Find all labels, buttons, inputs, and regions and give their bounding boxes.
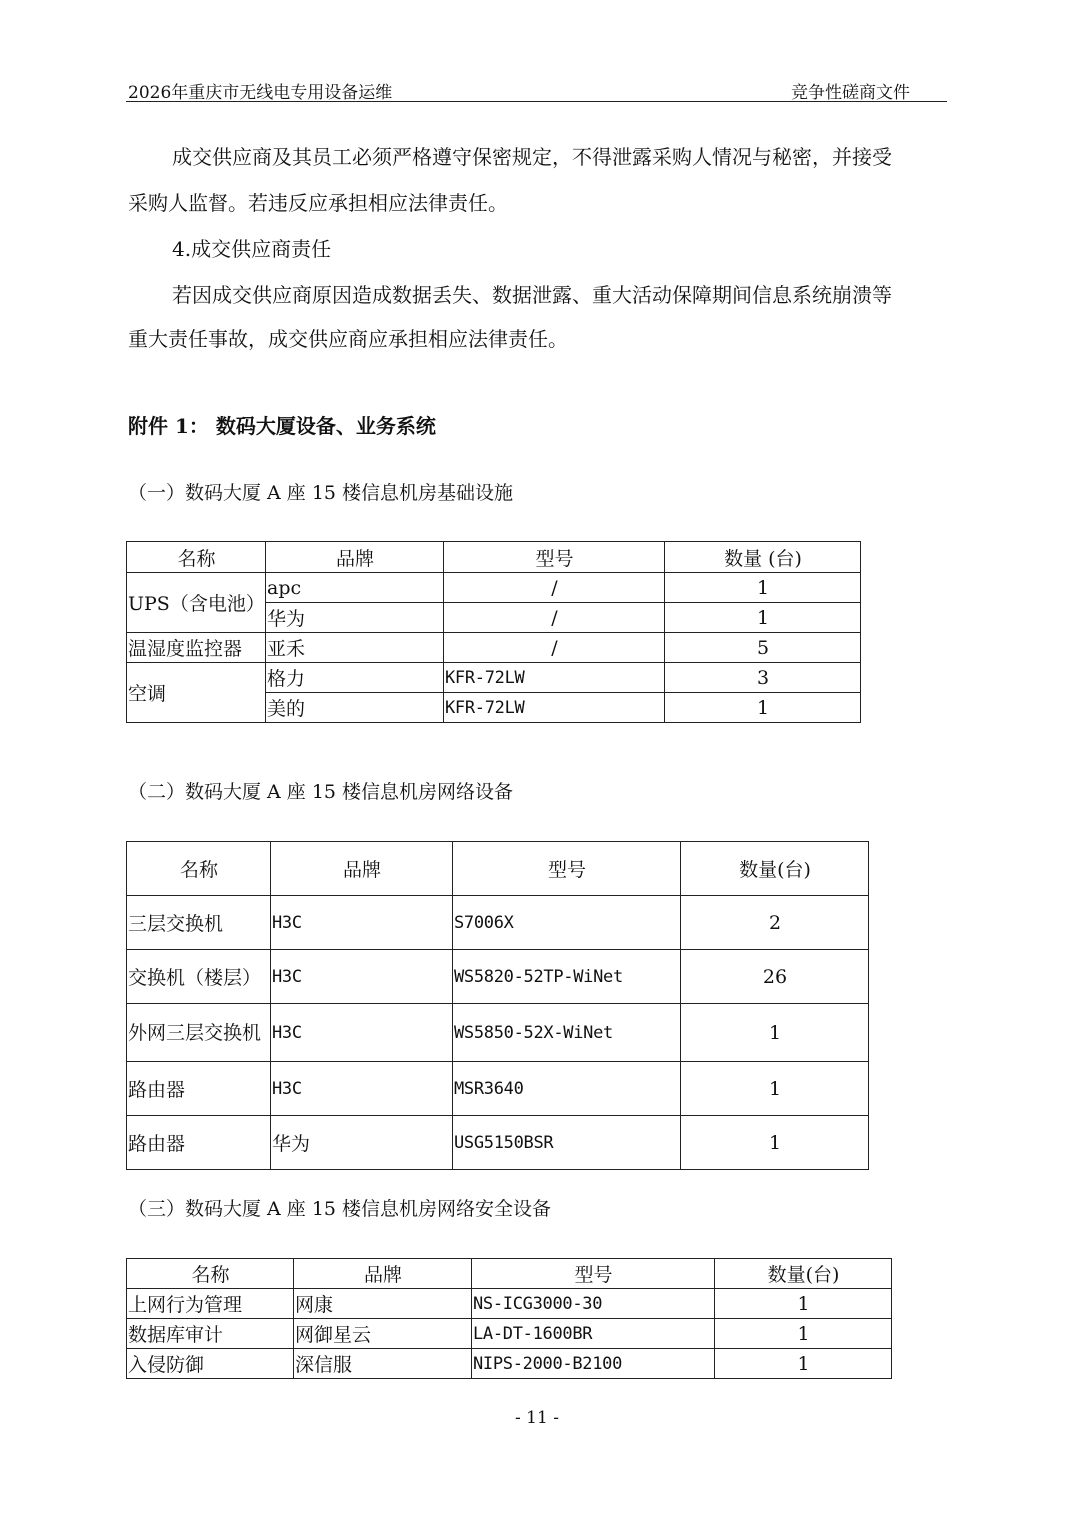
- cell-name: 温湿度监控器: [127, 633, 266, 663]
- cell-qty: 1: [665, 573, 861, 603]
- table-row: [127, 1319, 892, 1349]
- cell-brand: 美的: [266, 693, 444, 723]
- cell-model: NS-ICG3000-30: [472, 1289, 715, 1319]
- table-row: [127, 663, 861, 693]
- cell-name: 路由器: [127, 1062, 271, 1116]
- table-header-row: [127, 1259, 892, 1289]
- header-doc-type: 竞争性磋商文件: [791, 83, 910, 103]
- col-header-name: 名称: [127, 1259, 294, 1289]
- cell-qty: 3: [665, 663, 861, 693]
- cell-model: MSR3640: [453, 1062, 681, 1116]
- paragraph-confidentiality-line2: 采购人监督。若违反应承担相应法律责任。: [128, 191, 508, 215]
- cell-model: /: [444, 633, 665, 663]
- col-header-brand: 品牌: [266, 542, 444, 573]
- paragraph-confidentiality-line1: 成交供应商及其员工必须严格遵守保密规定，不得泄露采购人情况与秘密，并接受: [172, 145, 892, 169]
- cell-qty: 1: [681, 1062, 869, 1116]
- cell-brand: 华为: [271, 1116, 453, 1170]
- col-header-brand: 品牌: [294, 1259, 472, 1289]
- cell-model: NIPS-2000-B2100: [472, 1349, 715, 1379]
- paragraph-liability-line1: 若因成交供应商原因造成数据丢失、数据泄露、重大活动保障期间信息系统崩溃等: [172, 283, 892, 307]
- cell-qty: 5: [665, 633, 861, 663]
- cell-model: WS5820-52TP-WiNet: [453, 950, 681, 1004]
- network-equipment-table: [126, 841, 869, 1170]
- cell-model: LA-DT-1600BR: [472, 1319, 715, 1349]
- col-header-model: 型号: [453, 842, 681, 896]
- cell-model: /: [444, 573, 665, 603]
- cell-brand: H3C: [271, 950, 453, 1004]
- table-row: [127, 950, 869, 1004]
- cell-model: KFR-72LW: [444, 663, 665, 693]
- table-header-row: [127, 842, 869, 896]
- col-header-name: 名称: [127, 842, 271, 896]
- cell-brand: H3C: [271, 896, 453, 950]
- section1-title: （一）数码大厦 A 座 15 楼信息机房基础设施: [128, 482, 514, 504]
- cell-brand: 亚禾: [266, 633, 444, 663]
- section2-title: （二）数码大厦 A 座 15 楼信息机房网络设备: [128, 781, 514, 803]
- cell-qty: 26: [681, 950, 869, 1004]
- cell-brand: H3C: [271, 1062, 453, 1116]
- table-row: [127, 896, 869, 950]
- cell-model: USG5150BSR: [453, 1116, 681, 1170]
- cell-brand: 网御星云: [294, 1319, 472, 1349]
- cell-qty: 1: [681, 1004, 869, 1062]
- page-number: - 11 -: [515, 1408, 559, 1428]
- col-header-model: 型号: [444, 542, 665, 573]
- cell-brand: 格力: [266, 663, 444, 693]
- col-header-qty: 数量(台): [715, 1259, 892, 1289]
- table-row: [127, 1116, 869, 1170]
- cell-qty: 1: [665, 693, 861, 723]
- cell-model: S7006X: [453, 896, 681, 950]
- security-equipment-table: [126, 1258, 892, 1379]
- cell-model: WS5850-52X-WiNet: [453, 1004, 681, 1062]
- header-rule: [126, 101, 947, 102]
- cell-name: 入侵防御: [127, 1349, 294, 1379]
- cell-name: 三层交换机: [127, 896, 271, 950]
- cell-model: KFR-72LW: [444, 693, 665, 723]
- cell-name: 上网行为管理: [127, 1289, 294, 1319]
- col-header-qty: 数量 (台): [665, 542, 861, 573]
- cell-name: UPS（含电池）: [127, 573, 266, 633]
- cell-name: 路由器: [127, 1116, 271, 1170]
- cell-qty: 1: [715, 1289, 892, 1319]
- table-row: [127, 1004, 869, 1062]
- appendix-title: 附件 1： 数码大厦设备、业务系统: [128, 414, 436, 438]
- table-row: [127, 1349, 892, 1379]
- cell-brand: 深信服: [294, 1349, 472, 1379]
- table-row: [127, 633, 861, 663]
- cell-qty: 1: [681, 1116, 869, 1170]
- cell-brand: H3C: [271, 1004, 453, 1062]
- header-title: 2026年重庆市无线电专用设备运维: [128, 83, 393, 103]
- table-row: [127, 1062, 869, 1116]
- cell-brand: 华为: [266, 603, 444, 633]
- infrastructure-table: [126, 541, 861, 723]
- item-4-title: 4.成交供应商责任: [172, 237, 332, 261]
- cell-name: 外网三层交换机: [127, 1004, 271, 1062]
- cell-qty: 1: [715, 1349, 892, 1379]
- section3-title: （三）数码大厦 A 座 15 楼信息机房网络安全设备: [128, 1198, 552, 1220]
- cell-brand: apc: [266, 573, 444, 603]
- table-row: [127, 1289, 892, 1319]
- cell-name: 数据库审计: [127, 1319, 294, 1349]
- cell-brand: 网康: [294, 1289, 472, 1319]
- table-header-row: [127, 542, 861, 573]
- col-header-name: 名称: [127, 542, 266, 573]
- cell-qty: 1: [665, 603, 861, 633]
- paragraph-liability-line2: 重大责任事故，成交供应商应承担相应法律责任。: [128, 327, 568, 351]
- cell-qty: 2: [681, 896, 869, 950]
- cell-name: 空调: [127, 663, 266, 723]
- cell-name: 交换机（楼层）: [127, 950, 271, 1004]
- col-header-qty: 数量(台): [681, 842, 869, 896]
- col-header-brand: 品牌: [271, 842, 453, 896]
- col-header-model: 型号: [472, 1259, 715, 1289]
- table-row: [127, 573, 861, 603]
- cell-model: /: [444, 603, 665, 633]
- cell-qty: 1: [715, 1319, 892, 1349]
